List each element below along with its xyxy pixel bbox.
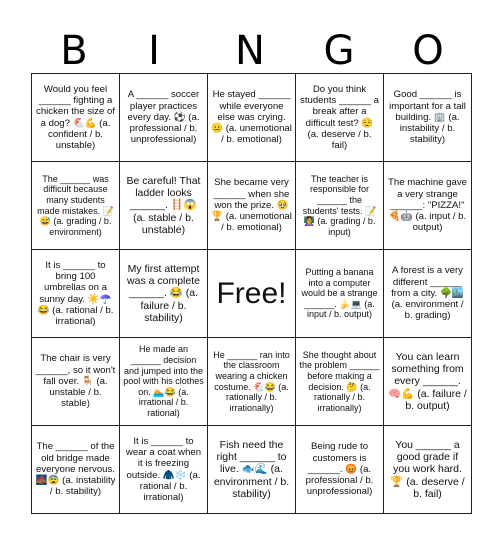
cell-text: He made an ______ decision and jumped into the pool with his clothes on. 🏊😂 (a. irrational / b. rational) (123, 344, 204, 419)
cell-text: Being rude to customers is ______. 😡 (a. professional / b. unprofessional) (305, 441, 374, 498)
cell-text: She became very ______ when she won the prize. 🥹🏆 (a. unemotional / b. emotional) (211, 177, 292, 234)
bingo-cell[interactable] (384, 162, 472, 250)
bingo-cell[interactable] (384, 338, 472, 426)
cell-text: He stayed ______ while everyone else was crying. 😐 (a. unemotional / b. emotional) (211, 89, 292, 146)
bingo-cell[interactable] (120, 250, 208, 338)
bingo-cell[interactable] (208, 74, 296, 162)
cell-text: My first attempt was a complete ______. 😂 (a. failure / b. stability) (127, 262, 200, 325)
cell-text: The ______ was difficult because many students made mistakes. 📝😅 (a. grading / b. environment) (37, 173, 114, 237)
bingo-cell[interactable] (296, 250, 384, 338)
bingo-cell[interactable] (32, 74, 120, 162)
cell-text: He ______ ran into the classroom wearing a chicken costume. 🐔😂 (a. rationally / b. irrationally) (213, 349, 290, 413)
cell-text: A forest is a very different ______ from a city. 🌳🏙️ (a. environment / b. grading) (391, 265, 464, 322)
cell-text: The chair is very ______, so it won't fall over. 🪑 (a. unstable / b. stable) (35, 353, 116, 410)
bingo-header (0, 28, 500, 74)
bingo-cell[interactable] (296, 162, 384, 250)
bingo-cell[interactable] (208, 426, 296, 514)
bingo-cell[interactable] (208, 162, 296, 250)
bingo-cell[interactable] (296, 338, 384, 426)
header-letter-o: O (412, 28, 444, 74)
cell-text: Putting a banana into a computer would be a strange ______. 🍌💻 (a. input / b. output) (301, 266, 378, 320)
bingo-cell[interactable] (32, 250, 120, 338)
free-space-cell[interactable] (208, 250, 296, 338)
header-letter-b: B (60, 28, 88, 74)
cell-text: The teacher is responsible for ______ the students' tests. 📝👩‍🏫 (a. grading / b. input) (302, 173, 377, 237)
bingo-cell[interactable] (384, 74, 472, 162)
bingo-cell[interactable] (32, 426, 120, 514)
cell-text: The ______ of the old bridge made everyone nervous. 🌉😨 (a. instability / b. stability) (35, 441, 116, 498)
bingo-cell[interactable] (384, 250, 472, 338)
bingo-cell[interactable] (120, 426, 208, 514)
cell-text: Do you think students ______ a break after a difficult test? 😌 (a. deserve / b. fail) (300, 83, 379, 152)
bingo-card-grid (31, 73, 472, 514)
header-letter-g: G (323, 28, 355, 74)
cell-text: A ______ soccer player practices every day. ⚽ (a. professional / b. unprofessional) (127, 89, 200, 146)
bingo-cell[interactable] (32, 162, 120, 250)
cell-text: You can learn something from every ______. 🧠💪 (a. failure / b. output) (388, 350, 467, 413)
cell-text: The machine gave a very strange ______: "PIZZA!" 🍕🤖 (a. input / b. output) (388, 177, 467, 234)
bingo-cell[interactable] (32, 338, 120, 426)
cell-text: You ______ a good grade if you work hard. 🏆 (a. deserve / b. fail) (390, 438, 465, 501)
cell-text: She thought about the problem ______ before making a decision. 🤔 (a. rationally / b. irrationally) (299, 349, 380, 413)
cell-text: Fish need the right ______ to live. 🐟🌊 (a. environment / b. stability) (213, 438, 290, 501)
free-space-label: Free! (216, 276, 287, 310)
bingo-cell[interactable] (296, 74, 384, 162)
cell-text: Good ______ is important for a tall building. 🏢 (a. instability / b. stability) (389, 89, 466, 146)
bingo-cell[interactable] (120, 162, 208, 250)
cell-text: Would you feel ______ fighting a chicken the size of a dog? 🐔💪 (a. confident / b. unstable) (36, 83, 115, 152)
header-letter-n: N (235, 28, 265, 74)
bingo-cell[interactable] (208, 338, 296, 426)
header-letter-i: I (148, 28, 160, 74)
cell-text: Be careful! That ladder looks ______. 🪜😱 (a. stable / b. unstable) (126, 174, 201, 237)
bingo-cell[interactable] (296, 426, 384, 514)
cell-text: It is ______ to wear a coat when it is freezing outside. 🧥❄️ (a. rational / b. irrational) (125, 435, 202, 504)
bingo-cell[interactable] (120, 338, 208, 426)
bingo-cell[interactable] (384, 426, 472, 514)
cell-text: It is ______ to bring 100 umbrellas on a sunny day. ☀️☂️😂 (a. rational / b. irrational) (37, 259, 114, 328)
bingo-cell[interactable] (120, 74, 208, 162)
